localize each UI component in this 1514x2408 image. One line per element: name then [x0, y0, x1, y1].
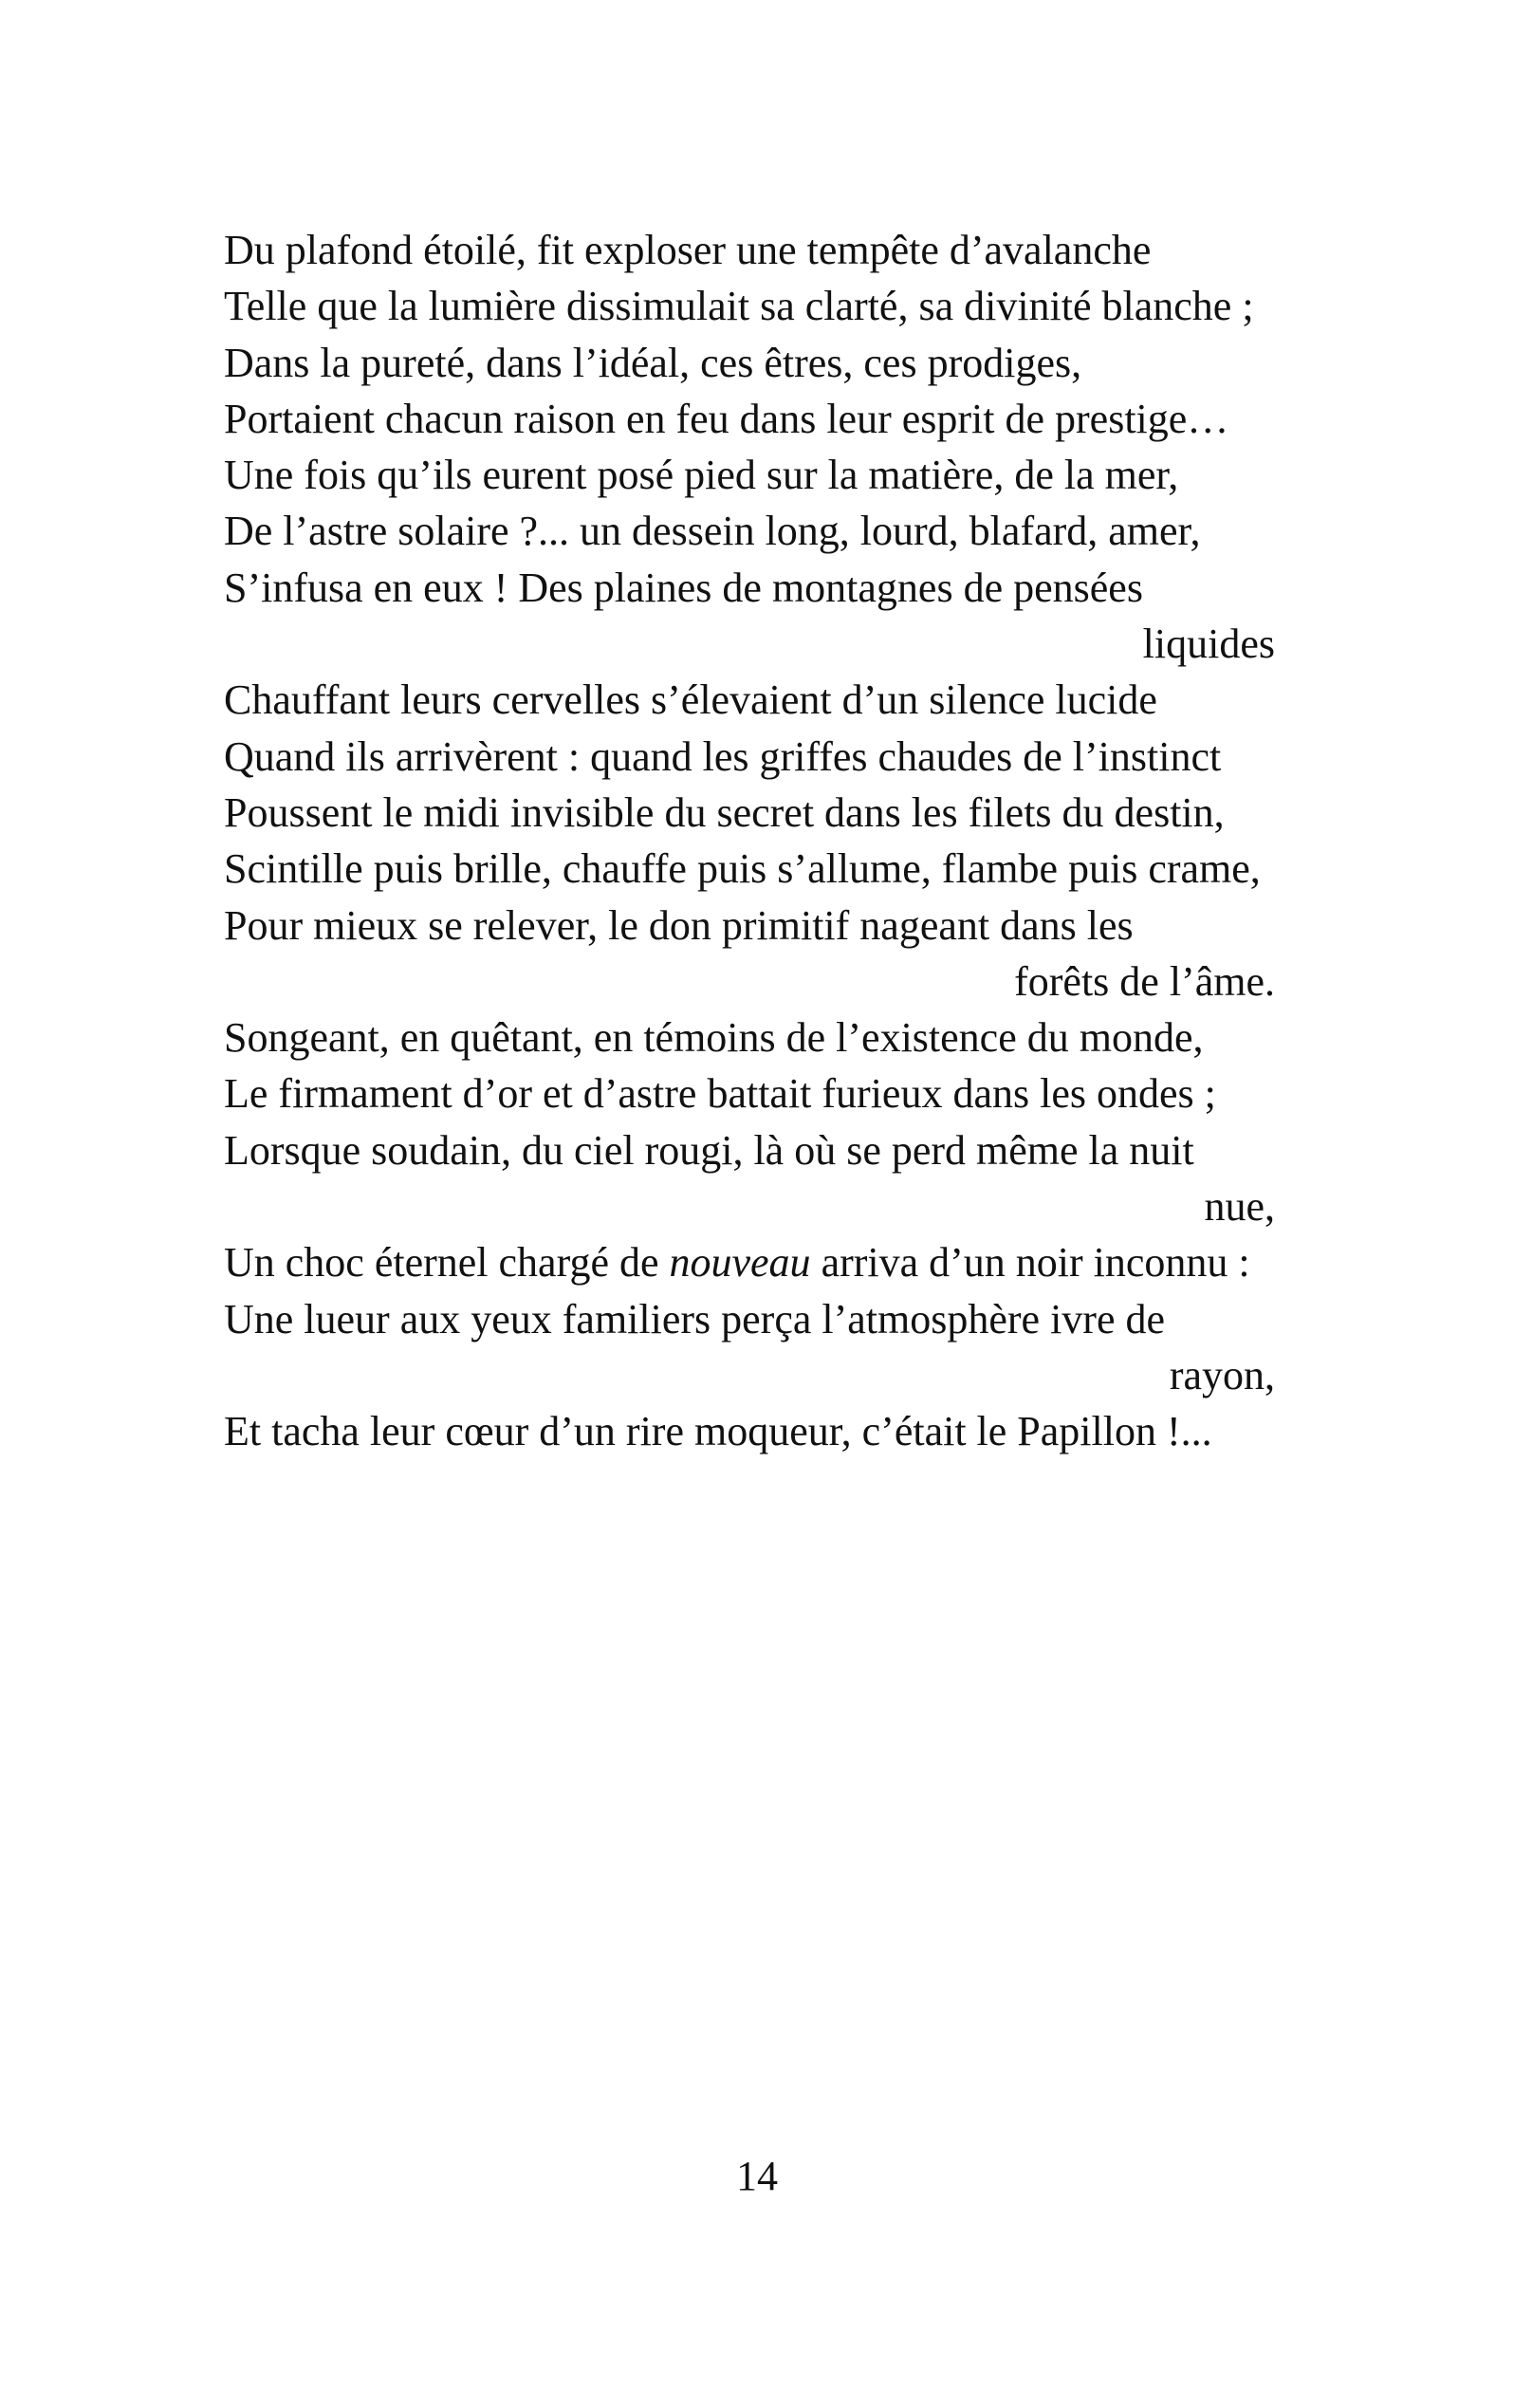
poem-line: S’infusa en eux ! Des plaines de montagnes de pensées: [224, 564, 1143, 611]
poem-line: Portaient chacun raison en feu dans leur esprit de prestige…: [224, 395, 1229, 442]
poem-line-continuation: rayon,: [1169, 1351, 1275, 1398]
poem-line: De l’astre solaire ?... un dessein long, lourd, blafard, amer,: [224, 508, 1201, 555]
poem-line: Chauffant leurs cervelles s’élevaient d’un silence lucide: [224, 676, 1157, 724]
poem-line-with-italic: [224, 1234, 1275, 1290]
poem-line: Une lueur aux yeux familiers perça l’atmosphère ivre de: [224, 1295, 1166, 1343]
poem-line-continuation: liquides: [1142, 621, 1275, 668]
poem-line: Lorsque soudain, du ciel rougi, là où se perd même la nuit: [224, 1126, 1194, 1174]
poem-line: Le firmament d’or et d’astre battait furieux dans les ondes ;: [224, 1070, 1216, 1118]
poem-line-before-italic: Un choc éternel chargé de: [224, 1239, 670, 1287]
poem-line: Pour mieux se relever, le don primitif nageant dans les: [224, 901, 1134, 949]
poem-line: Une fois qu’ils eurent posé pied sur la matière, de la mer,: [224, 452, 1179, 499]
poem-line: Songeant, en quêtant, en témoins de l’existence du monde,: [224, 1014, 1204, 1062]
poem-line: Poussent le midi invisible du secret dans les filets du destin,: [224, 788, 1225, 836]
poem-line: Du plafond étoilé, fit exploser une tempête d’avalanche: [224, 227, 1152, 273]
poem-line-after-italic: arriva d’un noir inconnu :: [810, 1239, 1250, 1287]
poem-line: Et tacha leur cœur d’un rire moqueur, c’était le Papillon !...: [224, 1408, 1212, 1455]
page-number: 14: [736, 2153, 778, 2199]
poem-line-continuation: nue,: [1204, 1183, 1275, 1231]
poem-line: Telle que la lumière dissimulait sa clarté, sa divinité blanche ;: [224, 283, 1254, 330]
poem-text: [224, 222, 1275, 1460]
poem-line: Scintille puis brille, chauffe puis s’allume, flambe puis crame,: [224, 845, 1261, 893]
poem-italic-word: nouveau: [669, 1239, 811, 1287]
poem-line: Quand ils arrivèrent : quand les griffes chaudes de l’instinct: [224, 732, 1222, 780]
poem-line-continuation: forêts de l’âme.: [1014, 957, 1275, 1005]
poem-line: Dans la pureté, dans l’idéal, ces êtres, ces prodiges,: [224, 339, 1082, 386]
